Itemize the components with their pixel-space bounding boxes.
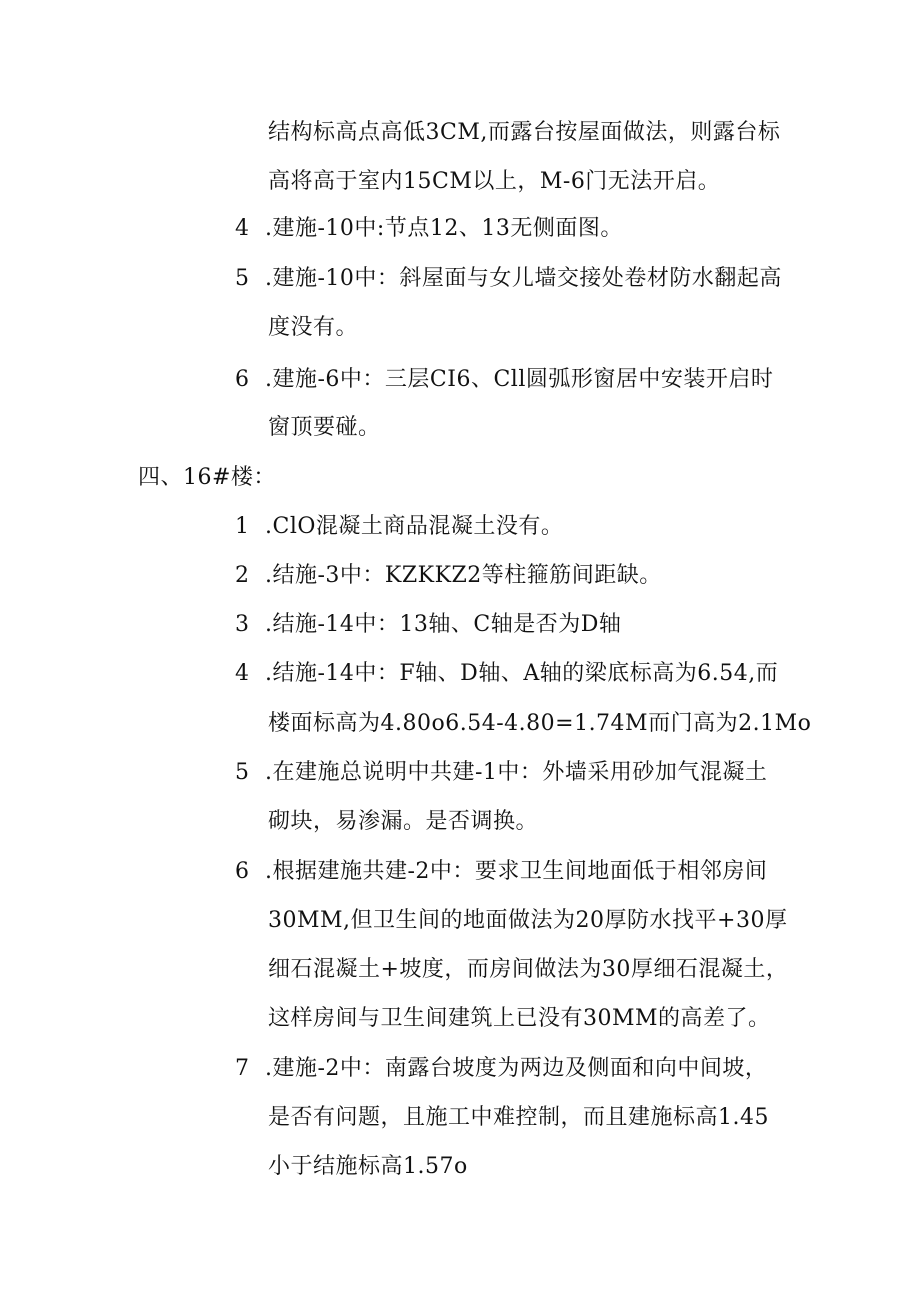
- item-number: 7: [235, 1056, 250, 1081]
- item-text-continued: 30MM,但卫生间的地面做法为20厚防水找平+30厚: [268, 908, 788, 933]
- section-heading: 四、16#楼：: [138, 465, 276, 490]
- item-number: 6: [235, 367, 250, 392]
- item-number: 5: [235, 266, 250, 291]
- item-number: 6: [235, 859, 250, 884]
- list-item: [235, 857, 767, 887]
- item-text: .建施-10中：斜屋面与女儿墙交接处卷材防水翻起高: [265, 266, 782, 291]
- item-number: 4: [235, 661, 250, 686]
- list-item: [235, 610, 621, 640]
- item-text-continued: 窗顶要碰。: [268, 415, 381, 440]
- item-text: .建施-10中:节点12、13无侧面图。: [265, 216, 623, 241]
- item-text: .在建施总说明中共建-1中：外墙采用砂加气混凝土: [265, 760, 768, 785]
- item-text-continued: 是否有问题，且施工中难控制，而且建施标高1.45: [268, 1105, 769, 1130]
- list-item: [235, 758, 767, 788]
- item-text-continued: 楼面标高为4.80o6.54-4.80=1.74M而门高为2.1Mo: [268, 711, 812, 736]
- list-item: [235, 1054, 767, 1084]
- list-item: [235, 659, 778, 689]
- item-number: 5: [235, 760, 250, 785]
- list-item: [235, 264, 782, 294]
- continued-text-line-2: 高将高于室内15CM以上，M-6门无法开启。: [268, 169, 721, 194]
- item-text: .根据建施共建-2中：要求卫生间地面低于相邻房间: [265, 859, 768, 884]
- item-text: .结施-3中：KZKKZ2等柱箍筋间距缺。: [265, 563, 662, 588]
- item-number: 3: [235, 612, 250, 637]
- item-text-continued: 细石混凝土+坡度，而房间做法为30厚细石混凝土，: [268, 957, 789, 982]
- list-item: [235, 561, 662, 591]
- item-text: .建施-6中：三层CI6、Cll圆弧形窗居中安装开启时: [265, 367, 774, 392]
- continued-text-line-1: 结构标高点高低3CM,而露台按屋面做法，则露台标: [268, 120, 781, 145]
- item-number: 2: [235, 563, 250, 588]
- list-item: [235, 512, 563, 542]
- item-text: .结施-14中：13轴、C轴是否为D轴: [265, 612, 622, 637]
- item-text-continued: 这样房间与卫生间建筑上已没有30MM的高差了。: [268, 1006, 771, 1031]
- item-text: .建施-2中：南露台坡度为两边及侧面和向中间坡，: [265, 1056, 768, 1081]
- item-text: .ClO混凝土商品混凝土没有。: [265, 514, 564, 539]
- item-text-continued: 度没有。: [268, 315, 359, 340]
- item-text: .结施-14中：F轴、D轴、A轴的梁底标高为6.54,而: [265, 661, 779, 686]
- list-item: [235, 365, 773, 395]
- item-number: 1: [235, 514, 250, 539]
- item-number: 4: [235, 216, 250, 241]
- list-item: [235, 214, 623, 244]
- item-text-continued: 小于结施标高1.57o: [268, 1154, 468, 1179]
- item-text-continued: 砌块，易渗漏。是否调换。: [268, 809, 539, 834]
